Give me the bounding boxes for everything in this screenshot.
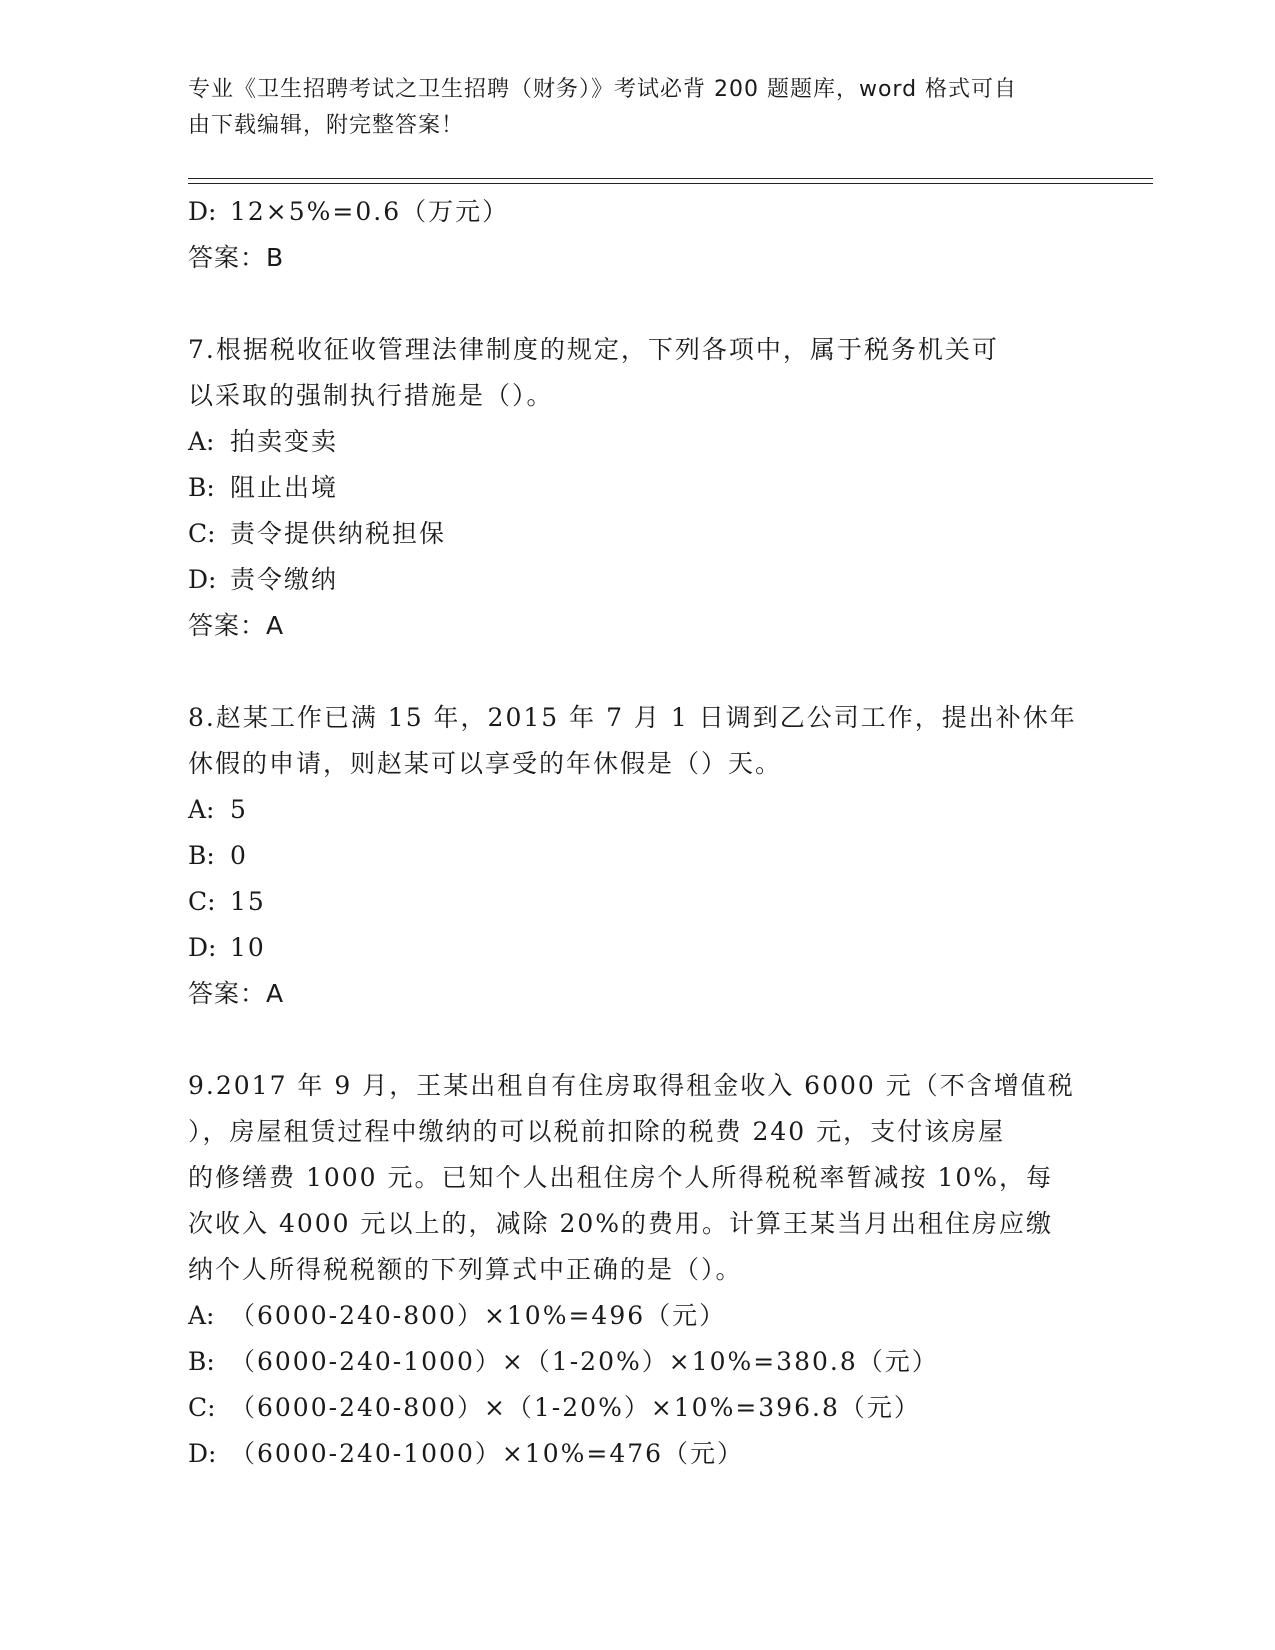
question-8	[188, 695, 1088, 1017]
option-text: （6000-240-1000）×（1-20%）×10%=380.8（元）	[230, 1347, 939, 1376]
question-option-a	[188, 419, 1088, 465]
header-line-1: 专业《卫生招聘考试之卫生招聘（财务）》考试必背 200 题题库，word 格式可自	[188, 77, 1018, 102]
option-text: （6000-240-800）×（1-20%）×10%=396.8（元）	[230, 1393, 921, 1422]
option-text: 责令提供纳税担保	[230, 519, 447, 548]
option-letter: C:	[188, 519, 216, 548]
question-stem-line: 9.2017 年 9 月，王某出租自有住房取得租金收入 6000 元（不含增值税	[188, 1071, 1075, 1100]
prev-question-answer: 答案：B	[188, 243, 285, 272]
question-option-d	[188, 1431, 1088, 1477]
question-stem-line: 次收入 4000 元以上的，减除 20%的费用。计算王某当月出租住房应缴	[188, 1209, 1054, 1238]
option-text: 15	[230, 887, 266, 916]
option-letter: B:	[188, 1347, 215, 1376]
option-letter: D:	[188, 1439, 217, 1468]
question-stem-line: 以采取的强制执行措施是（）。	[188, 381, 554, 410]
document-body	[188, 189, 1088, 1477]
option-text: 5	[230, 795, 248, 824]
header-rule-top	[188, 178, 1153, 179]
option-letter: A:	[188, 795, 215, 824]
question-stem-line: 纳个人所得税税额的下列算式中正确的是（）。	[188, 1255, 743, 1284]
question-option-a	[188, 1293, 1088, 1339]
option-letter: A:	[188, 427, 215, 456]
question-option-b	[188, 465, 1088, 511]
option-letter: D:	[188, 197, 217, 226]
question-7	[188, 327, 1088, 649]
option-text: 阻止出境	[230, 473, 339, 502]
question-answer: 答案：A	[188, 979, 285, 1008]
option-text: 0	[230, 841, 248, 870]
option-text: 拍卖变卖	[230, 427, 339, 456]
header-rule-bottom	[188, 183, 1153, 184]
header-line-2: 由下载编辑，附完整答案！	[188, 113, 465, 138]
question-option-b	[188, 833, 1088, 879]
option-letter: C:	[188, 887, 216, 916]
question-stem-line: ），房屋租赁过程中缴纳的可以税前扣除的税费 240 元，支付该房屋	[188, 1117, 1006, 1146]
question-stem-line: 8.赵某工作已满 15 年，2015 年 7 月 1 日调到乙公司工作，提出补休年	[188, 703, 1077, 732]
question-9	[188, 1063, 1088, 1477]
option-letter: D:	[188, 565, 217, 594]
option-letter: B:	[188, 473, 215, 502]
option-letter: B:	[188, 841, 215, 870]
spacer	[188, 1017, 1088, 1063]
option-text: 10	[230, 933, 266, 962]
spacer	[188, 281, 1088, 327]
option-text: 责令缴纳	[230, 565, 339, 594]
option-letter: D:	[188, 933, 217, 962]
document-header	[188, 72, 1068, 144]
question-option-b	[188, 1339, 1088, 1385]
question-stem-line: 7.根据税收征收管理法律制度的规定，下列各项中，属于税务机关可	[188, 335, 999, 364]
question-answer: 答案：A	[188, 611, 285, 640]
question-option-a	[188, 787, 1088, 833]
option-letter: C:	[188, 1393, 216, 1422]
spacer	[188, 649, 1088, 695]
option-letter: A:	[188, 1301, 215, 1330]
option-text: （6000-240-800）×10%=496（元）	[230, 1301, 727, 1330]
question-option-c	[188, 1385, 1088, 1431]
question-stem-line: 休假的申请，则赵某可以享受的年休假是（）天。	[188, 749, 783, 778]
question-option-d	[188, 925, 1088, 971]
question-option-c	[188, 511, 1088, 557]
option-text: 12×5%=0.6（万元）	[230, 197, 510, 226]
option-text: （6000-240-1000）×10%=476（元）	[230, 1439, 745, 1468]
question-stem-line: 的修缮费 1000 元。已知个人出租住房个人所得税税率暂减按 10%，每	[188, 1163, 1054, 1192]
question-option-c	[188, 879, 1088, 925]
question-option-d	[188, 557, 1088, 603]
prev-question-option-d	[188, 189, 1088, 235]
